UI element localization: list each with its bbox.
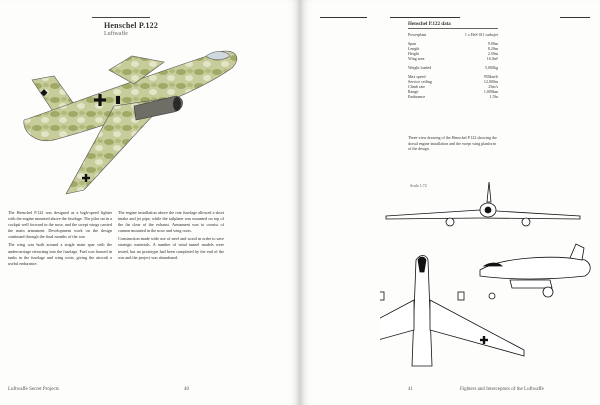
spec-row: Weight loaded 5,000kg (408, 65, 498, 70)
paragraph: The engine installation above the rear fuselage allowed a short intake and jet pipe, while the tailplane was mounted on top of the fin clear of the exhaust. Armament was to consist of cannon mounted in the nose and wing roots. (118, 210, 224, 234)
header-rule (320, 17, 367, 18)
text-column-2 (118, 210, 224, 263)
spec-row: Height 2.50m (408, 51, 498, 56)
header-rule (390, 17, 460, 18)
spec-row: Wing area 16.0m² (408, 56, 498, 61)
side-view-fuselage (480, 257, 590, 279)
footer-title: Fighters and Interceptors of the Luftwaffe (460, 387, 544, 392)
title-rule (92, 17, 150, 18)
paragraph: Construction made wide use of steel and wood in order to save strategic materials. A number of wind tunnel models were tested, but no prototype had been completed by the end of the war and the project was abandoned. (118, 236, 224, 260)
paragraph: The wing was built around a single main spar with the undercarriage retracting into the fuselage. Fuel was housed in tanks in the fuselage and wing roots, giving the aircraft a useful endurance. (8, 242, 112, 266)
scale-label: Scale 1:72 (410, 183, 427, 188)
spec-table (408, 22, 498, 99)
spec-row: Service ceiling 12,000m (408, 79, 498, 84)
paragraph: The Henschel P.122 was designed as a high-speed fighter with the engine mounted above the fuselage. The pilot sat in a cockpit well forward in the nose, and the swept wings carried the main armament. Development work on the design continued through the final months of the war. (8, 210, 112, 240)
plan-view-wing (380, 300, 414, 356)
text-column-1 (8, 210, 112, 269)
article-title: Henschel P.122 (104, 21, 159, 30)
three-view-drawing (380, 180, 600, 370)
spec-row: Length 8.20m (408, 46, 498, 51)
figure-caption: Three-view drawing of the Henschel P.122 showing the dorsal engine installation and the swept wing planform of the design. (408, 135, 497, 151)
spec-row: Endurance 1.5hr (408, 94, 498, 99)
spec-row: Range 1,000km (408, 89, 498, 94)
spec-row: Max speed 950km/h (408, 74, 498, 79)
page-number: 41 (408, 387, 413, 392)
spec-row: Climb rate 25m/s (408, 84, 498, 89)
spec-row: Span 9.00m (408, 41, 498, 46)
spec-title: Henschel P.122 data (408, 22, 498, 29)
footer-title: Luftwaffe Secret Projects (8, 387, 59, 392)
header-rule (560, 17, 590, 18)
aircraft-color-illustration (14, 40, 254, 200)
side-view-engine (510, 280, 552, 288)
page-number: 40 (184, 387, 189, 392)
side-view-fin (570, 244, 584, 260)
front-view-fin (487, 182, 491, 202)
plan-view-wing (430, 300, 524, 356)
right-page (300, 0, 600, 405)
article-subtitle: Luftwaffe (104, 31, 128, 37)
spec-row: Powerplant 1 x HeS 011 turbojet (408, 32, 498, 37)
